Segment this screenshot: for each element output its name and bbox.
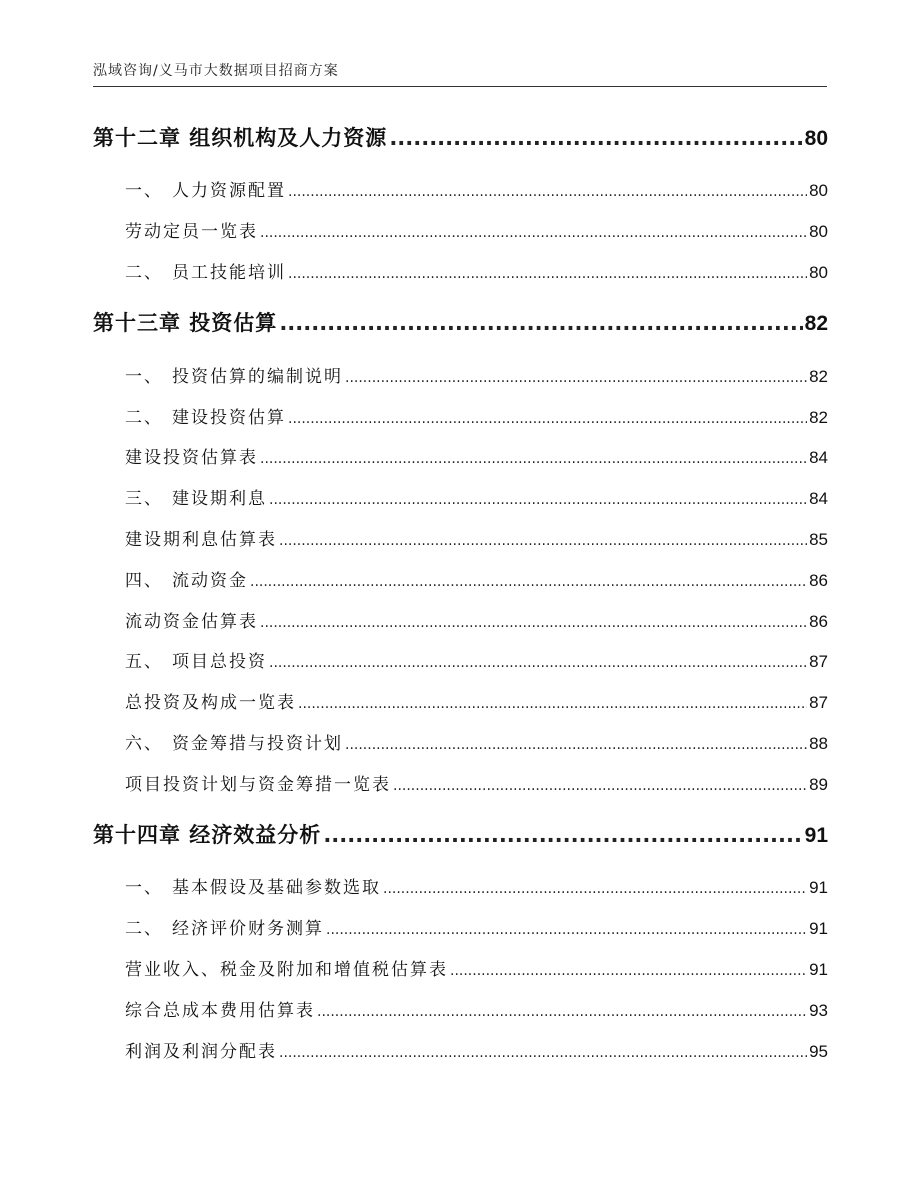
dot-leader xyxy=(279,1045,807,1061)
toc-chapter-title: 第十二章 组织机构及人力资源 xyxy=(93,126,388,150)
toc-page-number: 82 xyxy=(809,367,828,386)
toc-entry-text: 流动资金 xyxy=(172,571,248,591)
toc-entry[interactable] xyxy=(125,566,828,591)
dot-leader xyxy=(279,311,802,335)
toc-entry-number: 一、 xyxy=(125,878,163,898)
dot-leader xyxy=(393,778,807,794)
toc-entry-title xyxy=(125,873,381,898)
toc-entry-number: 二、 xyxy=(125,919,163,939)
dot-leader xyxy=(269,492,807,508)
toc-chapter-14[interactable] xyxy=(93,819,828,849)
toc-entry-text: 项目总投资 xyxy=(172,652,267,672)
dot-leader xyxy=(279,533,807,549)
toc-entry[interactable] xyxy=(125,770,828,795)
toc-entry-title: 项目投资计划与资金筹措一览表 xyxy=(125,775,391,795)
toc-entry[interactable] xyxy=(125,688,828,713)
dot-leader xyxy=(323,823,802,847)
toc-entry-title: 总投资及构成一览表 xyxy=(125,693,296,713)
toc-page-number: 80 xyxy=(809,263,828,282)
toc-chapter-13[interactable] xyxy=(93,307,828,337)
toc-page-number: 91 xyxy=(809,878,828,897)
toc-entry-title: 建设投资估算表 xyxy=(125,448,258,468)
toc-entry-text: 员工技能培训 xyxy=(172,263,286,283)
toc-entry[interactable] xyxy=(125,996,828,1021)
dot-leader xyxy=(298,696,807,712)
dot-leader xyxy=(450,963,807,979)
toc-entry-text: 资金筹措与投资计划 xyxy=(172,734,343,754)
dot-leader xyxy=(383,881,807,897)
toc-entry-text: 投资估算的编制说明 xyxy=(172,367,343,387)
toc-page-number: 87 xyxy=(809,693,828,712)
toc-entry-title: 利润及利润分配表 xyxy=(125,1042,277,1062)
dot-leader xyxy=(260,451,807,467)
dot-leader xyxy=(288,184,807,200)
toc-chapter-12[interactable] xyxy=(93,122,828,152)
toc-page-number: 80 xyxy=(809,222,828,241)
toc-entry-number: 三、 xyxy=(125,489,163,509)
toc-entry-title xyxy=(125,176,286,201)
toc-entry[interactable] xyxy=(125,607,828,632)
toc-entry-number: 四、 xyxy=(125,571,163,591)
toc-entry[interactable] xyxy=(125,176,828,201)
toc-entry-text: 建设期利息 xyxy=(172,489,267,509)
toc-entry[interactable] xyxy=(125,484,828,509)
toc-page-number: 80 xyxy=(804,127,828,150)
toc-entry-title xyxy=(125,729,343,754)
toc-entry-title: 流动资金估算表 xyxy=(125,612,258,632)
toc-chapter-title: 第十四章 经济效益分析 xyxy=(93,823,322,847)
toc-page-number: 87 xyxy=(809,652,828,671)
toc-entry[interactable] xyxy=(125,914,828,939)
toc-entry-number: 一、 xyxy=(125,181,163,201)
dot-leader xyxy=(345,370,807,386)
toc-entry-title: 综合总成本费用估算表 xyxy=(125,1001,315,1021)
dot-leader xyxy=(326,922,807,938)
toc-entry-text: 基本假设及基础参数选取 xyxy=(172,878,381,898)
toc-entry[interactable] xyxy=(125,362,828,387)
toc-entry-text: 建设投资估算 xyxy=(172,408,286,428)
toc-page-number: 82 xyxy=(804,312,828,335)
toc-page-number: 91 xyxy=(809,919,828,938)
toc-entry-number: 二、 xyxy=(125,408,163,428)
header-rule xyxy=(93,86,827,87)
toc-entry[interactable] xyxy=(125,525,828,550)
toc-entry-title xyxy=(125,647,267,672)
toc-page-number: 95 xyxy=(809,1042,828,1061)
toc-entry[interactable] xyxy=(125,403,828,428)
running-header: 泓域咨询/义马市大数据项目招商方案 xyxy=(93,63,339,79)
toc-page-number: 84 xyxy=(809,448,828,467)
toc-entry-title xyxy=(125,362,343,387)
toc-entry-title xyxy=(125,484,267,509)
toc-entry-title: 营业收入、税金及附加和增值税估算表 xyxy=(125,960,448,980)
toc-entry[interactable] xyxy=(125,258,828,283)
toc-page-number: 91 xyxy=(809,960,828,979)
toc-page-number: 91 xyxy=(804,824,828,847)
toc-entry[interactable] xyxy=(125,955,828,980)
toc-entry[interactable] xyxy=(125,647,828,672)
toc-entry-title: 劳动定员一览表 xyxy=(125,222,258,242)
toc-page-number: 82 xyxy=(809,408,828,427)
toc-page-number: 86 xyxy=(809,571,828,590)
toc-page-number: 84 xyxy=(809,489,828,508)
toc-entry-title: 建设期利息估算表 xyxy=(125,530,277,550)
dot-leader xyxy=(345,737,807,753)
toc-entry[interactable] xyxy=(125,443,828,468)
toc-page-number: 85 xyxy=(809,530,828,549)
toc-entry-number: 六、 xyxy=(125,734,163,754)
toc-entry-title xyxy=(125,258,286,283)
dot-leader xyxy=(389,126,802,150)
toc-entry-title xyxy=(125,914,324,939)
toc-entry[interactable] xyxy=(125,873,828,898)
toc-chapter-title: 第十三章 投资估算 xyxy=(93,311,278,335)
toc-entry-text: 经济评价财务测算 xyxy=(172,919,324,939)
toc-entry-number: 二、 xyxy=(125,263,163,283)
dot-leader xyxy=(288,266,807,282)
toc-entry-number: 一、 xyxy=(125,367,163,387)
toc-entry-title xyxy=(125,403,286,428)
dot-leader xyxy=(317,1004,807,1020)
dot-leader xyxy=(288,411,807,427)
toc-page-number: 89 xyxy=(809,775,828,794)
toc-page-number: 93 xyxy=(809,1001,828,1020)
toc-entry-text: 人力资源配置 xyxy=(172,181,286,201)
toc-entry-number: 五、 xyxy=(125,652,163,672)
toc-entry-title xyxy=(125,566,248,591)
dot-leader xyxy=(260,615,807,631)
dot-leader xyxy=(260,225,807,241)
toc-entry[interactable] xyxy=(125,1037,828,1062)
toc-page-number: 86 xyxy=(809,612,828,631)
toc-page-number: 80 xyxy=(809,181,828,200)
dot-leader xyxy=(250,574,807,590)
dot-leader xyxy=(269,655,807,671)
toc-entry[interactable] xyxy=(125,217,828,242)
toc-entry[interactable] xyxy=(125,729,828,754)
toc-page-number: 88 xyxy=(809,734,828,753)
